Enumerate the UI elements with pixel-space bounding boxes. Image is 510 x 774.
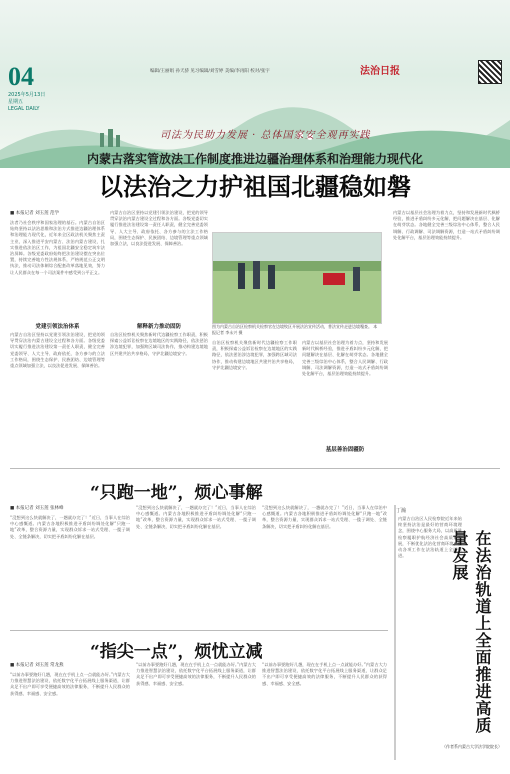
lead-headline: 以法治之力护祖国北疆稳如磐: [99, 172, 411, 201]
story2-byline: ■ 本报记者 刘玉莲 张林峰: [10, 506, 64, 511]
lead-col-3: 自治区检察机关聚焦新时代边疆检察工作职责，积极探索公益诉讼检察在边境地区的实践路径，依法惩治涉边境犯罪，加强跨区域司法协作，推动构建边境地区共建共治共享格局，守护北疆边境安宁。: [212, 340, 297, 370]
sidebar-tag: 丁瀚: [396, 508, 407, 514]
story2-col-3: “没想到这么快就解决了，一趟就办完了！”近日，当事人在综治中心感慨道。内蒙古各地积极推进矛盾纠纷调处化解“只跑一地”改革，整合资源力量，实现群众诉求一站式受理、一揽子调处、全链条解决，切实把矛盾纠纷化解在基层。: [262, 505, 387, 529]
field-photo-image: [213, 233, 381, 323]
section-name: LEGAL DAILY: [8, 106, 40, 112]
sidebar-author: （作者系内蒙古大学法学院院长）: [442, 744, 502, 749]
lead-col-1: 法者乃社会秩序和国家治理的基石。内蒙古自治区始终坚持以法治思维和法治方式推进边疆治理体系和治理能力现代化，近年来全区政法机关聚焦主责主业，深入推进平安内蒙古、法治内蒙古建设，扎实推进依法治区工作，为祖国北疆安全稳定筑牢法治屏障。各级党委政府始终把法治建设摆在突出位置，持续完善地方性法规体系，严格规范公正文明执法，推动司法体制综合配套改革落地见效，努力让人民群众在每一个司法案件中感受到公平正义。: [10, 220, 105, 275]
lead-photo: [212, 232, 382, 324]
story3-col-2: “以前办事要跑好几趟，现在在手机上点一点就能办好。”内蒙古大力推进智慧法治建设，依托数字化平台拓展线上服务渠道，让群众足不出户即可享受便捷高效的法律服务，不断提升人民群众的获得感、幸福感、安全感。: [136, 662, 256, 686]
story2-col-2: “没想到这么快就解决了，一趟就办完了！”近日，当事人在综治中心感慨道。内蒙古各地积极推进矛盾纠纷调处化解“只跑一地”改革，整合资源力量，实现群众诉求一站式受理、一揽子调处、全链条解决，切实把矛盾纠纷化解在基层。: [136, 505, 256, 529]
story3-col-3: “以前办事要跑好几趟，现在在手机上点一点就能办好。”内蒙古大力推进智慧法治建设，依托数字化平台拓展线上服务渠道，让群众足不出户即可享受便捷高效的法律服务，不断提升人民群众的获得感、幸福感、安全感。: [262, 662, 387, 686]
lead-col-5: 内蒙古以基层社会治理为着力点，坚持和发展新时代枫桥经验，推进矛盾纠纷多元化解，把问题解决在基层、化解在萌芽状态。各地健全完善三级综治中心体系，整合人民调解、行政调解、司法调解资源，打造一站式矛盾纠纷调处化解平台，基层治理效能持续提升。: [393, 210, 500, 240]
issue-number: 04: [8, 62, 34, 91]
weekday: 星期五: [8, 99, 24, 105]
section-divider: [10, 468, 500, 469]
story3-byline: ■ 本报记者 刘玉莲 常龙燕: [10, 663, 64, 668]
lead-sub-1: 党建引领法治体系: [35, 324, 80, 330]
date-line: 2025年5月13日: [8, 92, 46, 98]
editor-strip: 编辑/王丽娟 孙天骄 见习编辑/刘雪婷 美编/李再阳 校对/张宇: [150, 69, 270, 74]
lead-photo-caption: 图为内蒙古自治区检察机关检察官在边境牧区开展法治宣传活动，普法宣传走进边境嘎查。 本报记者 李永兴 摄: [212, 324, 378, 335]
lead-kicker: 内蒙古落实管放法工作制度推进边疆治理体系和治理能力现代化: [86, 152, 423, 166]
masthead-band: [0, 0, 510, 168]
story3-title: “指尖一点”，烦忧立减: [90, 642, 263, 662]
lead-byline: ■ 本报记者 刘玉莲 范学: [10, 211, 60, 216]
page-slogan: 司法为民助力发展 · 总体国家安全观再实践: [160, 130, 371, 141]
lead-col-2: 内蒙古自治区坚持以党建引领法治建设，把党的领导贯穿法治内蒙古建设全过程和各方面。各级党委切实履行推进法治建设第一责任人职责，健全完善党委领导、人大主导、政府依托、各方参与的立法工作格局，围绕生态保护、民族团结、边境管理等重点领域加强立法，以良法促进发展、保障善治。: [110, 210, 208, 247]
date-block: [8, 92, 45, 113]
lead-sub-2: 解释新力推动固防: [136, 324, 181, 330]
lead-col-4: 内蒙古以基层社会治理为着力点，坚持和发展新时代枫桥经验，推进矛盾纠纷多元化解，把问题解决在基层、化解在萌芽状态。各地健全完善三级综治中心体系，整合人民调解、行政调解、司法调解资源，打造一站式矛盾纠纷调处化解平台，基层治理效能持续提升。: [302, 340, 388, 377]
lead-sub-3: 基层善治固疆防: [325, 447, 365, 453]
brand-logo: 法治日报: [360, 66, 400, 77]
story2-title: “只跑一地”，烦心事解: [90, 483, 263, 503]
qr-code-icon: [478, 60, 502, 84]
sidebar-rule: [394, 505, 396, 760]
story2-col-1: “没想到这么快就解决了，一趟就办完了！”近日，当事人在综治中心感慨道。内蒙古各地积极推进矛盾纠纷调处化解“只跑一地”改革，整合资源力量，实现群众诉求一站式受理、一揽子调处、全链条解决，切实把矛盾纠纷化解在基层。: [10, 515, 130, 539]
story3-col-1: “以前办事要跑好几趟，现在在手机上点一点就能办好。”内蒙古大力推进智慧法治建设，依托数字化平台拓展线上服务渠道，让群众足不出户即可享受便捷高效的法律服务，不断提升人民群众的获得感、幸福感、安全感。: [10, 672, 130, 696]
lead-col-2b: 自治区检察机关聚焦新时代边疆检察工作职责，积极探索公益诉讼检察在边境地区的实践路径，依法惩治涉边境犯罪，加强跨区域司法协作，推动构建边境地区共建共治共享格局，守护北疆边境安宁。: [110, 332, 208, 356]
section-divider-2: [10, 630, 388, 631]
sidebar-vertical-title: 在法治轨道上全面推进高质量发展: [450, 530, 492, 734]
sidebar-text: 内蒙古自治区人民检察院近年来始终坚持法治是最好的营商环境理念，围绕中心服务大局，以高质量检察履职护航经济社会高质量发展，不断优化法治化营商环境，推动各项工作在法治轨道上全面推进。: [398, 516, 462, 559]
lead-col-1b: 内蒙古自治区坚持以党建引领法治建设，把党的领导贯穿法治内蒙古建设全过程和各方面。各级党委切实履行推进法治建设第一责任人职责，健全完善党委领导、人大主导、政府依托、各方参与的立法工作格局，围绕生态保护、民族团结、边境管理等重点领域加强立法，以良法促进发展、保障善治。: [10, 332, 105, 369]
